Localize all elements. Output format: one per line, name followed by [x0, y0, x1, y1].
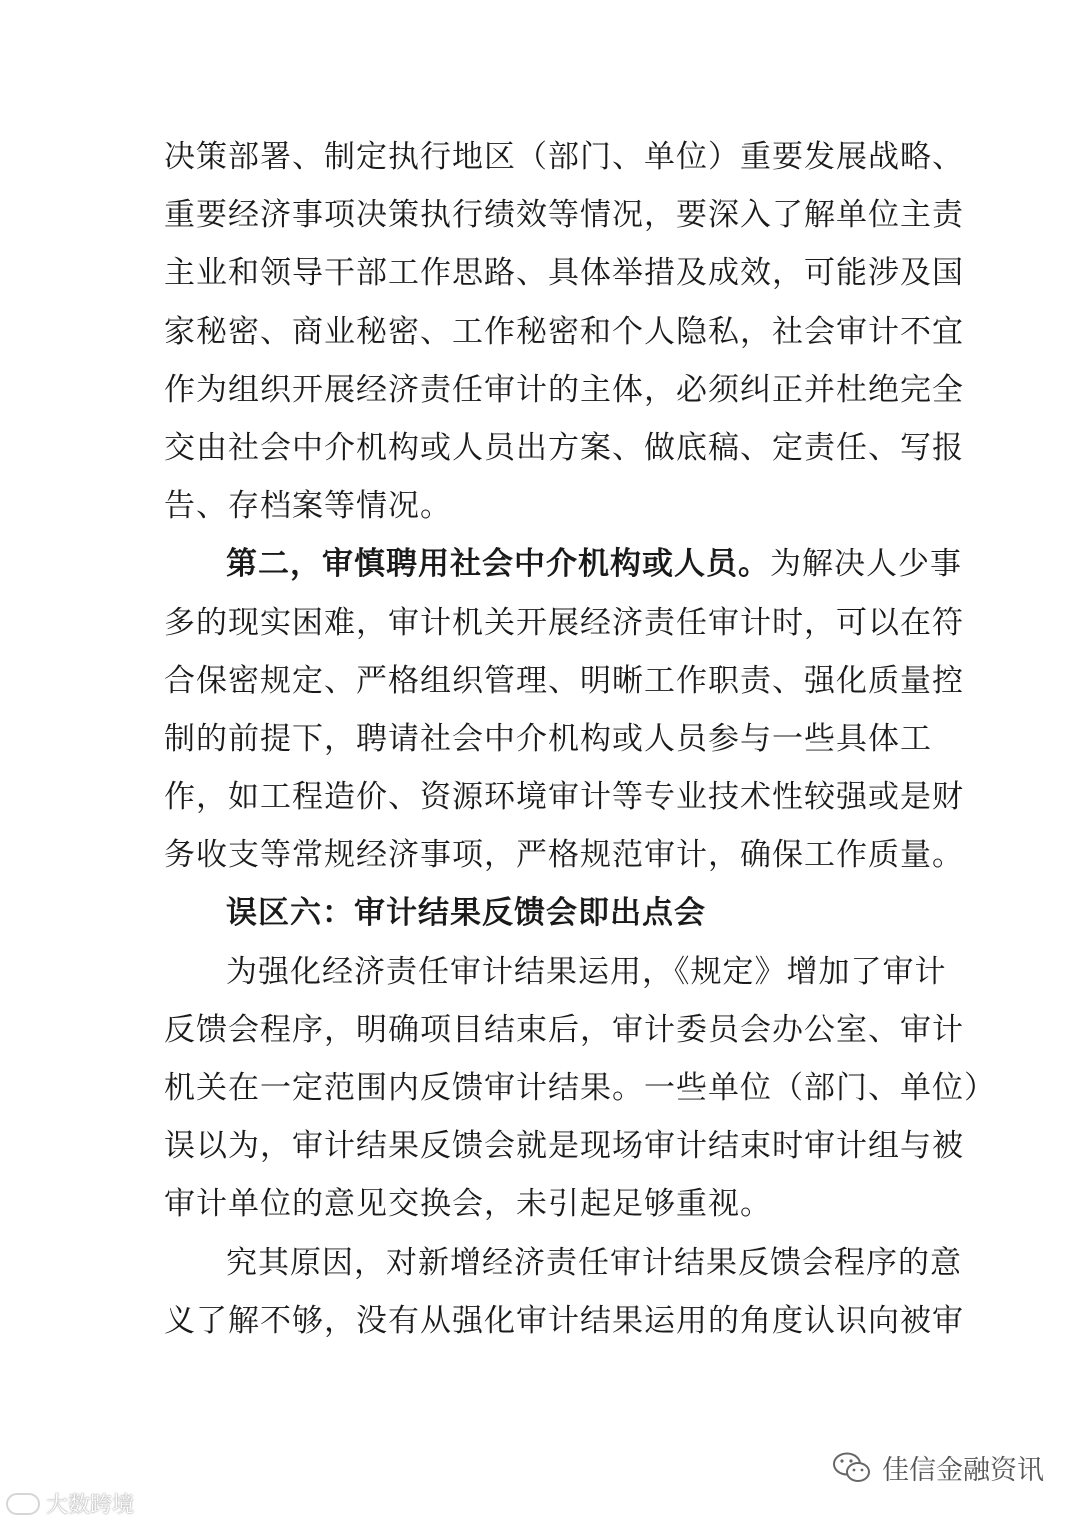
watermark-right [832, 1448, 1044, 1487]
text-line: 机关在一定范围内反馈审计结果。一些单位（部门、单位） [164, 1070, 996, 1106]
text-line: 重要经济事项决策执行绩效等情况，要深入了解单位主责 [164, 197, 964, 234]
watermark-left-text: 大数跨境 [46, 1493, 135, 1518]
brand-logo-icon [6, 1493, 40, 1515]
text-line: 决策部署、制定执行地区（部门、单位）重要发展战略、 [164, 139, 964, 175]
watermark-right-text: 佳信金融资讯 [882, 1455, 1044, 1486]
wechat-icon [832, 1451, 872, 1485]
watermark-left [6, 1488, 134, 1519]
text-line: 为强化经济责任审计结果运用，《规定》增加了审计 [226, 953, 947, 990]
text-line: 交由社会中介机构或人员出方案、做底稿、定责任、写报 [164, 429, 964, 466]
bold-lead: 第二，审慎聘用社会中介机构或人员。 [226, 546, 770, 583]
text-line: 制的前提下，聘请社会中介机构或人员参与一些具体工 [164, 720, 932, 757]
text-line: 审计单位的意见交换会，未引起足够重视。 [164, 1186, 772, 1223]
text-line: 告、存档案等情况。 [164, 488, 452, 525]
text-line: 多的现实困难，审计机关开展经济责任审计时，可以在符 [164, 604, 964, 641]
text-line: 义了解不够，没有从强化审计结果运用的角度认识向被审 [164, 1302, 964, 1339]
text-line: 作为组织开展经济责任审计的主体，必须纠正并杜绝完全 [164, 371, 964, 408]
text-line: 误以为，审计结果反馈会就是现场审计结束时审计组与被 [164, 1128, 964, 1165]
text-line: 反馈会程序，明确项目结束后，审计委员会办公室、审计 [164, 1011, 964, 1048]
text-line [164, 535, 962, 593]
text-line: 务收支等常规经济事项，严格规范审计，确保工作质量。 [164, 837, 964, 874]
document-body [164, 128, 996, 1350]
text-line: 究其原因，对新增经济责任审计结果反馈会程序的意 [226, 1244, 962, 1281]
text-line: 合保密规定、严格组织管理、明晰工作职责、强化质量控 [164, 662, 964, 699]
text-line: 作，如工程造价、资源环境审计等专业技术性较强或是财 [164, 779, 964, 816]
text-line: 主业和领导干部工作思路、具体举措及成效，可能涉及国 [164, 255, 964, 292]
line-rest: 为解决人少事 [770, 546, 962, 583]
text-line: 家秘密、商业秘密、工作秘密和个人隐私，社会审计不宜 [164, 313, 964, 350]
text-line: 误区六：审计结果反馈会即出点会 [226, 895, 706, 932]
